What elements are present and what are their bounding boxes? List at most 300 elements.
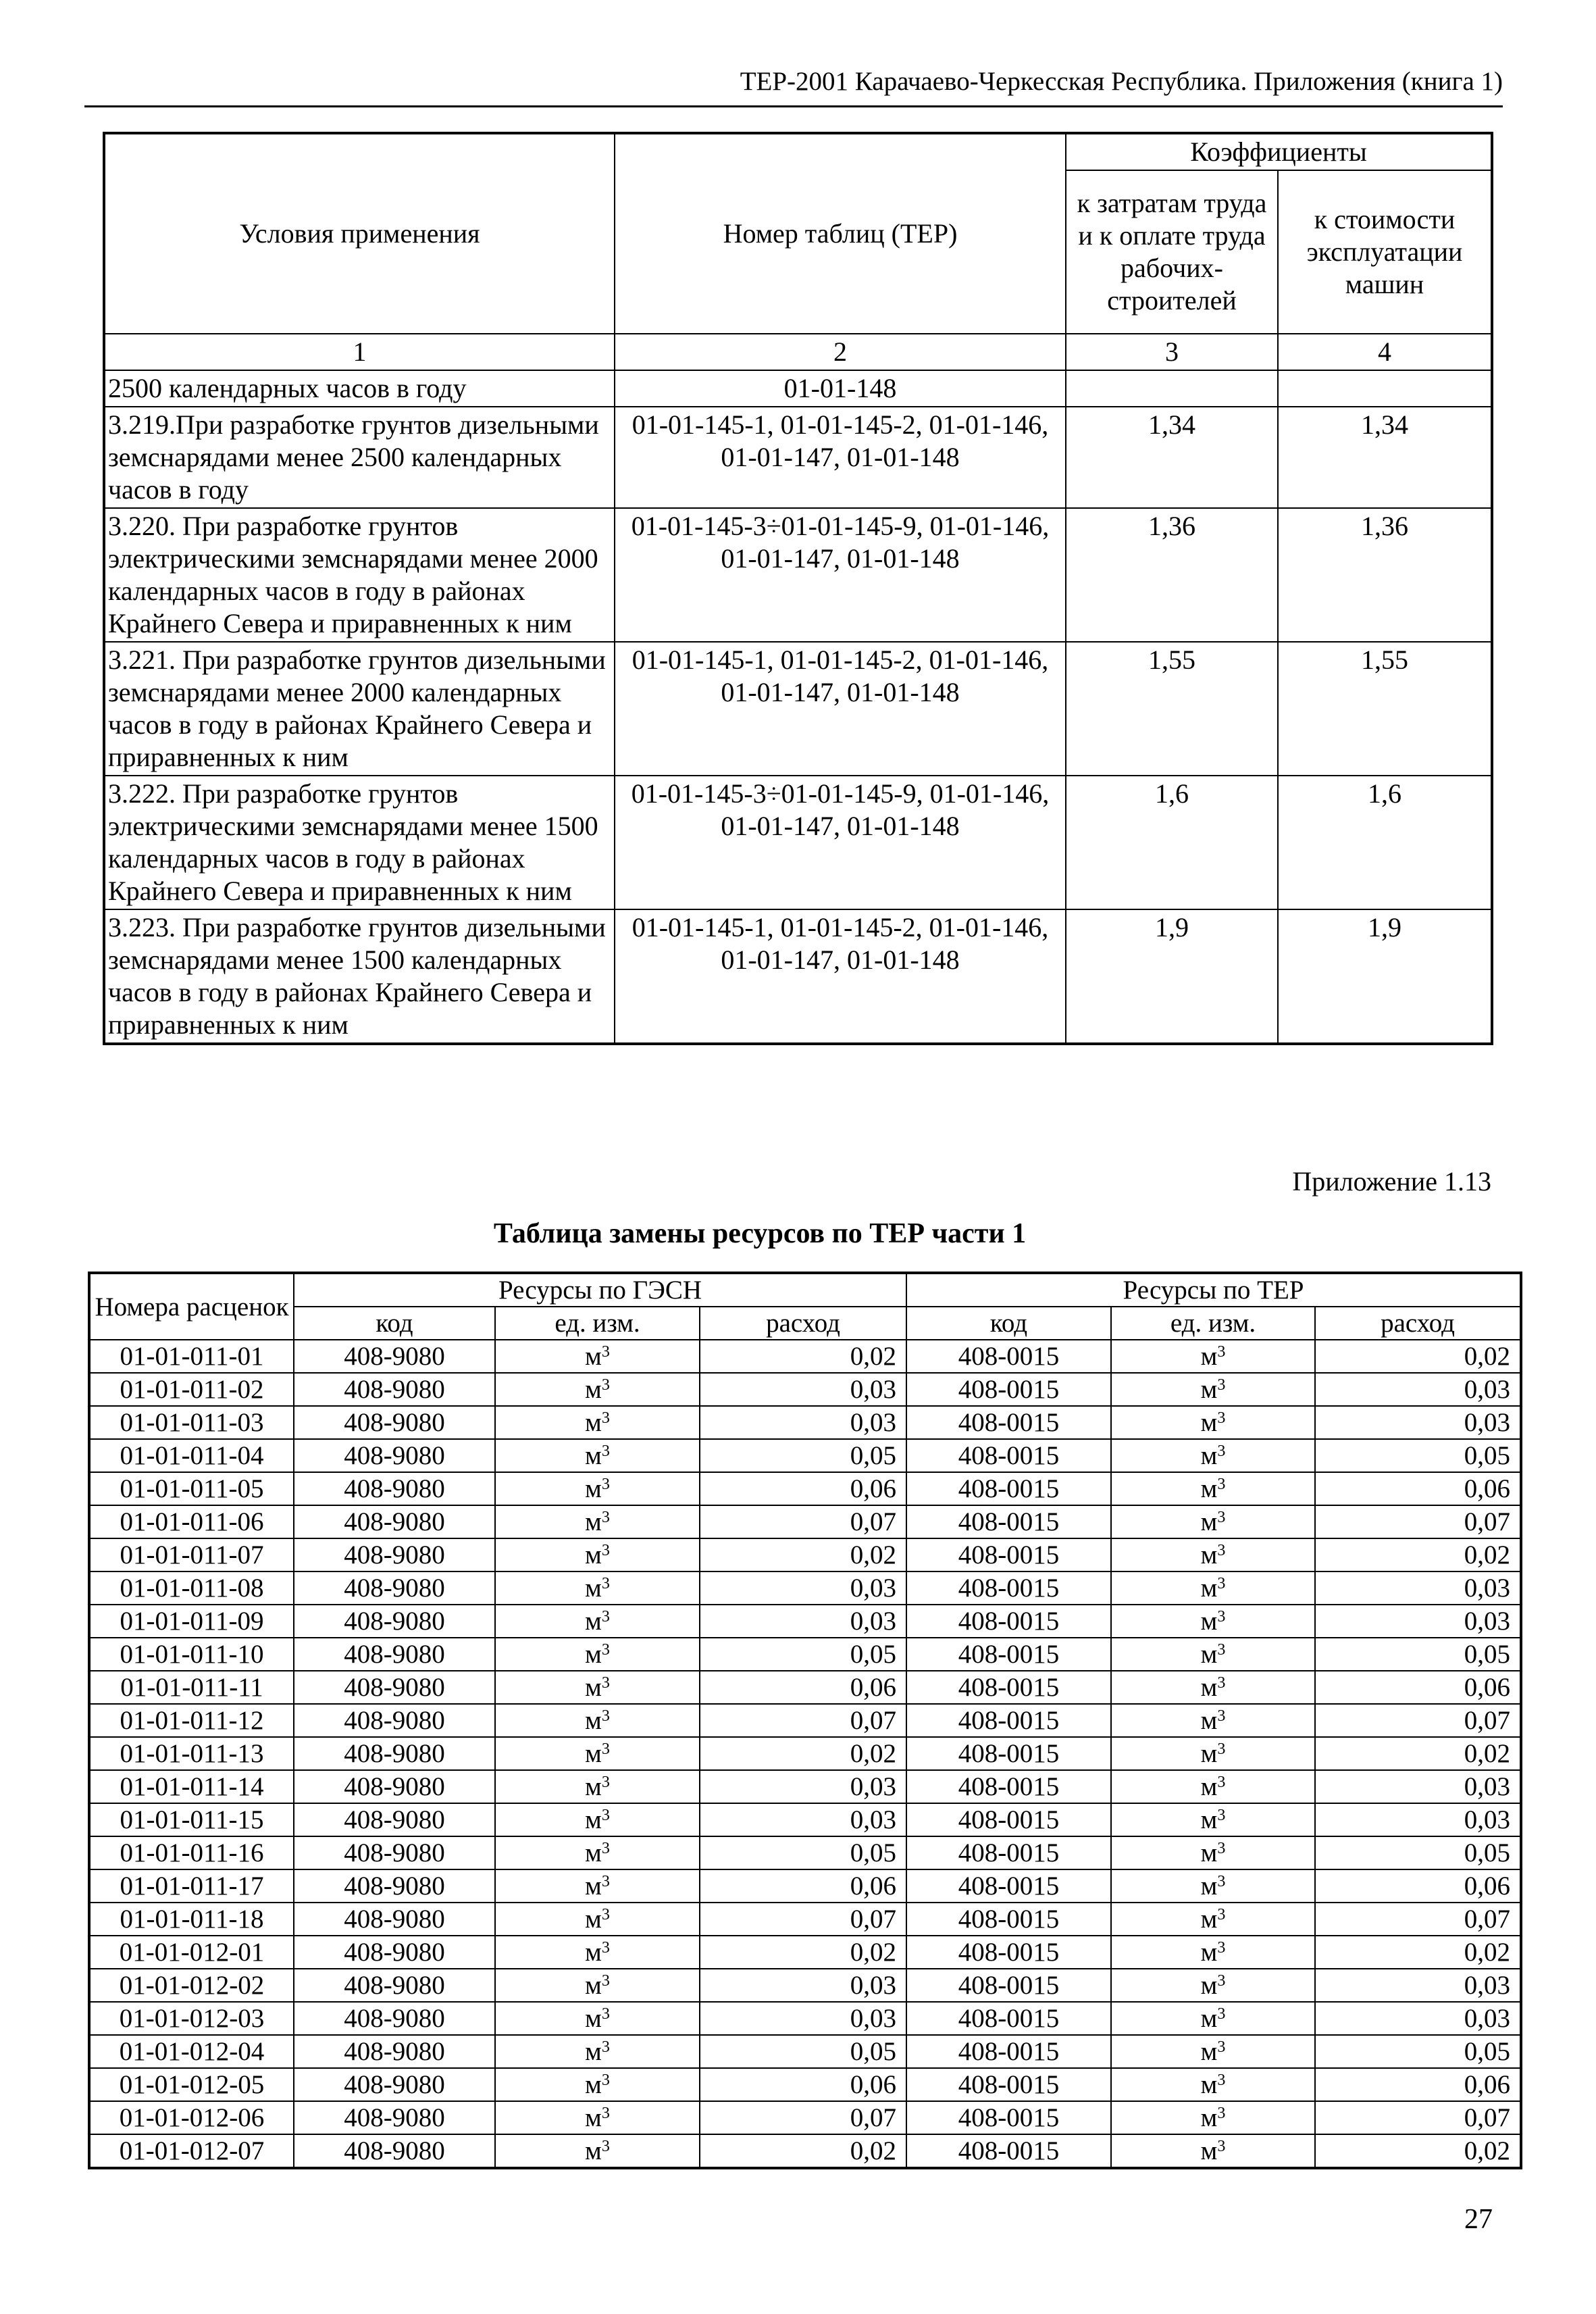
ter-unit-cell bbox=[1111, 1869, 1315, 1903]
col-number-1: 1 bbox=[104, 334, 615, 370]
ter-usage-cell: 0,02 bbox=[1315, 2134, 1521, 2168]
ter-code-cell: 408-0015 bbox=[906, 1737, 1111, 1770]
table2-row bbox=[89, 1538, 1521, 1571]
ter-unit-cell bbox=[1111, 2002, 1315, 2035]
ter-usage-cell: 0,03 bbox=[1315, 1969, 1521, 2002]
rate-number-cell: 01-01-012-02 bbox=[89, 1969, 294, 2002]
gesn-unit-cell bbox=[495, 1671, 700, 1704]
unit-superscript: 3 bbox=[601, 1641, 610, 1659]
ter-usage-cell: 0,06 bbox=[1315, 2068, 1521, 2101]
unit-superscript: 3 bbox=[601, 2138, 610, 2155]
gesn-code-cell: 408-9080 bbox=[294, 1803, 495, 1836]
gesn-usage-cell: 0,05 bbox=[700, 1638, 906, 1671]
col-header-gesn: Ресурсы по ГЭСН bbox=[294, 1273, 906, 1307]
condition-cell: 3.220. При разработке грунтов электрическими земснарядами менее 2000 календарных часов в году в районах Крайнего Севера и приравненных к ним bbox=[104, 508, 615, 642]
gesn-code-cell: 408-9080 bbox=[294, 1406, 495, 1439]
unit-base: м bbox=[1200, 1507, 1218, 1536]
unit-superscript: 3 bbox=[601, 1939, 610, 1957]
gesn-unit-cell bbox=[495, 1638, 700, 1671]
rate-number-cell: 01-01-011-03 bbox=[89, 1406, 294, 1439]
unit-superscript: 3 bbox=[601, 1509, 610, 1526]
unit-base: м bbox=[585, 1805, 602, 1834]
unit-superscript: 3 bbox=[1217, 1575, 1226, 1592]
gesn-unit-cell bbox=[495, 1538, 700, 1571]
ter-unit-cell bbox=[1111, 1638, 1315, 1671]
ter-usage-cell: 0,03 bbox=[1315, 2002, 1521, 2035]
table2-row bbox=[89, 2035, 1521, 2068]
resource-replacement-table bbox=[88, 1272, 1522, 2169]
unit-superscript: 3 bbox=[1217, 1906, 1226, 1923]
unit-superscript: 3 bbox=[1217, 2005, 1226, 2023]
gesn-usage-cell: 0,05 bbox=[700, 1439, 906, 1472]
unit-superscript: 3 bbox=[601, 1972, 610, 1990]
ter-usage-cell: 0,03 bbox=[1315, 1571, 1521, 1605]
page-number: 27 bbox=[1464, 2204, 1493, 2235]
unit-superscript: 3 bbox=[1217, 1807, 1226, 1824]
rate-number-cell: 01-01-012-01 bbox=[89, 1936, 294, 1969]
gesn-unit-cell bbox=[495, 1704, 700, 1737]
machines-coefficient-cell bbox=[1278, 370, 1492, 407]
unit-base: м bbox=[1200, 1574, 1218, 1603]
unit-superscript: 3 bbox=[601, 1376, 610, 1394]
gesn-unit-cell bbox=[495, 1803, 700, 1836]
rate-number-cell: 01-01-011-13 bbox=[89, 1737, 294, 1770]
ter-unit-cell bbox=[1111, 1770, 1315, 1803]
unit-base: м bbox=[1200, 1375, 1218, 1404]
unit-base: м bbox=[1200, 1706, 1218, 1735]
unit-base: м bbox=[585, 2004, 602, 2033]
ter-unit-cell bbox=[1111, 2068, 1315, 2101]
unit-superscript: 3 bbox=[1217, 1674, 1226, 1692]
unit-superscript: 3 bbox=[601, 2105, 610, 2122]
ter-usage-cell: 0,05 bbox=[1315, 1638, 1521, 1671]
unit-superscript: 3 bbox=[1217, 1707, 1226, 1725]
gesn-usage-cell: 0,03 bbox=[700, 1571, 906, 1605]
table2-row bbox=[89, 2134, 1521, 2168]
unit-base: м bbox=[585, 1673, 602, 1702]
unit-base: м bbox=[585, 1441, 602, 1470]
ter-usage-cell: 0,02 bbox=[1315, 1538, 1521, 1571]
tables-cell: 01-01-145-1, 01-01-145-2, 01-01-146, 01-01-147, 01-01-148 bbox=[615, 407, 1066, 508]
rate-number-cell: 01-01-011-06 bbox=[89, 1505, 294, 1538]
appendix-label: Приложение 1.13 bbox=[1292, 1166, 1491, 1197]
gesn-unit-cell bbox=[495, 1869, 700, 1903]
condition-cell: 3.222. При разработке грунтов электрическими земснарядами менее 1500 календарных часов в году в районах Крайнего Севера и приравненных к ним bbox=[104, 776, 615, 909]
ter-unit-cell bbox=[1111, 1439, 1315, 1472]
ter-code-cell: 408-0015 bbox=[906, 2068, 1111, 2101]
gesn-usage-cell: 0,07 bbox=[700, 1704, 906, 1737]
rate-number-cell: 01-01-011-15 bbox=[89, 1803, 294, 1836]
rate-number-cell: 01-01-011-04 bbox=[89, 1439, 294, 1472]
unit-base: м bbox=[1200, 2070, 1218, 2099]
rate-number-cell: 01-01-012-03 bbox=[89, 2002, 294, 2035]
ter-unit-cell bbox=[1111, 1373, 1315, 1406]
ter-code-cell: 408-0015 bbox=[906, 1903, 1111, 1936]
gesn-unit-cell bbox=[495, 1737, 700, 1770]
col-header-ter-code: код bbox=[906, 1307, 1111, 1340]
header-rule bbox=[84, 105, 1503, 107]
table1-body bbox=[104, 370, 1492, 1044]
table1-row bbox=[104, 407, 1492, 508]
table2-row bbox=[89, 1505, 1521, 1538]
unit-superscript: 3 bbox=[601, 1476, 610, 1493]
rate-number-cell: 01-01-012-04 bbox=[89, 2035, 294, 2068]
gesn-code-cell: 408-9080 bbox=[294, 2134, 495, 2168]
ter-usage-cell: 0,06 bbox=[1315, 1671, 1521, 1704]
table2-row bbox=[89, 1472, 1521, 1505]
unit-base: м bbox=[1200, 1971, 1218, 2000]
table2-row bbox=[89, 1406, 1521, 1439]
unit-base: м bbox=[585, 1905, 602, 1934]
unit-base: м bbox=[1200, 1838, 1218, 1867]
ter-unit-cell bbox=[1111, 1903, 1315, 1936]
unit-base: м bbox=[1200, 2037, 1218, 2066]
col-header-coefficients: Коэффициенты bbox=[1066, 133, 1492, 170]
unit-base: м bbox=[1200, 1640, 1218, 1669]
gesn-unit-cell bbox=[495, 1439, 700, 1472]
ter-code-cell: 408-0015 bbox=[906, 2035, 1111, 2068]
machines-coefficient-cell: 1,34 bbox=[1278, 407, 1492, 508]
gesn-usage-cell: 0,02 bbox=[700, 1737, 906, 1770]
gesn-usage-cell: 0,03 bbox=[700, 1803, 906, 1836]
ter-usage-cell: 0,02 bbox=[1315, 1340, 1521, 1373]
unit-superscript: 3 bbox=[601, 1442, 610, 1460]
machines-coefficient-cell: 1,55 bbox=[1278, 642, 1492, 776]
table2-row bbox=[89, 1969, 1521, 2002]
table1-row bbox=[104, 370, 1492, 407]
ter-code-cell: 408-0015 bbox=[906, 1770, 1111, 1803]
gesn-code-cell: 408-9080 bbox=[294, 1836, 495, 1869]
tables-cell: 01-01-148 bbox=[615, 370, 1066, 407]
unit-superscript: 3 bbox=[1217, 1873, 1226, 1890]
rate-number-cell: 01-01-012-07 bbox=[89, 2134, 294, 2168]
unit-base: м bbox=[585, 1938, 602, 1967]
rate-number-cell: 01-01-011-16 bbox=[89, 1836, 294, 1869]
ter-usage-cell: 0,03 bbox=[1315, 1373, 1521, 1406]
gesn-code-cell: 408-9080 bbox=[294, 1969, 495, 2002]
ter-usage-cell: 0,03 bbox=[1315, 1605, 1521, 1638]
ter-code-cell: 408-0015 bbox=[906, 1472, 1111, 1505]
gesn-unit-cell bbox=[495, 2068, 700, 2101]
ter-usage-cell: 0,07 bbox=[1315, 1704, 1521, 1737]
rate-number-cell: 01-01-011-12 bbox=[89, 1704, 294, 1737]
col-header-gesn-code: код bbox=[294, 1307, 495, 1340]
gesn-usage-cell: 0,03 bbox=[700, 1605, 906, 1638]
gesn-unit-cell bbox=[495, 1340, 700, 1373]
unit-superscript: 3 bbox=[601, 2005, 610, 2023]
gesn-code-cell: 408-9080 bbox=[294, 1704, 495, 1737]
gesn-usage-cell: 0,07 bbox=[700, 1903, 906, 1936]
ter-usage-cell: 0,07 bbox=[1315, 2101, 1521, 2134]
ter-code-cell: 408-0015 bbox=[906, 1869, 1111, 1903]
unit-base: м bbox=[585, 1706, 602, 1735]
condition-cell: 3.223. При разработке грунтов дизельными земснарядами менее 1500 календарных часов в году в районах Крайнего Севера и приравненных к ним bbox=[104, 909, 615, 1044]
unit-superscript: 3 bbox=[601, 2038, 610, 2056]
table1-row bbox=[104, 642, 1492, 776]
unit-base: м bbox=[1200, 1540, 1218, 1569]
ter-code-cell: 408-0015 bbox=[906, 2002, 1111, 2035]
unit-base: м bbox=[585, 2103, 602, 2132]
gesn-code-cell: 408-9080 bbox=[294, 2101, 495, 2134]
unit-base: м bbox=[1200, 1739, 1218, 1768]
unit-base: м bbox=[585, 1474, 602, 1503]
unit-base: м bbox=[1200, 1474, 1218, 1503]
table2-row bbox=[89, 1770, 1521, 1803]
unit-superscript: 3 bbox=[601, 2071, 610, 2089]
rate-number-cell: 01-01-011-01 bbox=[89, 1340, 294, 1373]
unit-superscript: 3 bbox=[601, 1409, 610, 1427]
table2-row bbox=[89, 1704, 1521, 1737]
gesn-usage-cell: 0,07 bbox=[700, 2101, 906, 2134]
unit-superscript: 3 bbox=[1217, 1442, 1226, 1460]
unit-superscript: 3 bbox=[1217, 1509, 1226, 1526]
ter-usage-cell: 0,05 bbox=[1315, 2035, 1521, 2068]
gesn-code-cell: 408-9080 bbox=[294, 1605, 495, 1638]
unit-base: м bbox=[585, 2037, 602, 2066]
gesn-code-cell: 408-9080 bbox=[294, 1472, 495, 1505]
ter-usage-cell: 0,02 bbox=[1315, 1936, 1521, 1969]
unit-superscript: 3 bbox=[601, 1542, 610, 1559]
ter-code-cell: 408-0015 bbox=[906, 1803, 1111, 1836]
table1-row bbox=[104, 508, 1492, 642]
unit-superscript: 3 bbox=[601, 1608, 610, 1626]
ter-usage-cell: 0,03 bbox=[1315, 1803, 1521, 1836]
gesn-usage-cell: 0,02 bbox=[700, 2134, 906, 2168]
col-header-labor: к затратам труда и к оплате труда рабочих-строителей bbox=[1066, 170, 1278, 334]
unit-base: м bbox=[585, 1739, 602, 1768]
ter-usage-cell: 0,05 bbox=[1315, 1439, 1521, 1472]
gesn-usage-cell: 0,07 bbox=[700, 1505, 906, 1538]
ter-code-cell: 408-0015 bbox=[906, 1969, 1111, 2002]
col-header-ter-unit: ед. изм. bbox=[1111, 1307, 1315, 1340]
unit-superscript: 3 bbox=[1217, 1542, 1226, 1559]
tables-cell: 01-01-145-1, 01-01-145-2, 01-01-146, 01-01-147, 01-01-148 bbox=[615, 909, 1066, 1044]
gesn-usage-cell: 0,06 bbox=[700, 1869, 906, 1903]
table2-row bbox=[89, 1373, 1521, 1406]
rate-number-cell: 01-01-011-09 bbox=[89, 1605, 294, 1638]
unit-superscript: 3 bbox=[601, 1873, 610, 1890]
unit-superscript: 3 bbox=[1217, 2138, 1226, 2155]
gesn-unit-cell bbox=[495, 1836, 700, 1869]
gesn-code-cell: 408-9080 bbox=[294, 1936, 495, 1969]
unit-superscript: 3 bbox=[1217, 2071, 1226, 2089]
ter-code-cell: 408-0015 bbox=[906, 1671, 1111, 1704]
labor-coefficient-cell: 1,34 bbox=[1066, 407, 1278, 508]
unit-superscript: 3 bbox=[1217, 1641, 1226, 1659]
unit-superscript: 3 bbox=[1217, 1409, 1226, 1427]
gesn-usage-cell: 0,02 bbox=[700, 1538, 906, 1571]
tables-cell: 01-01-145-1, 01-01-145-2, 01-01-146, 01-01-147, 01-01-148 bbox=[615, 642, 1066, 776]
unit-superscript: 3 bbox=[1217, 1608, 1226, 1626]
ter-unit-cell bbox=[1111, 1472, 1315, 1505]
ter-unit-cell bbox=[1111, 2035, 1315, 2068]
ter-unit-cell bbox=[1111, 1605, 1315, 1638]
unit-superscript: 3 bbox=[601, 1707, 610, 1725]
gesn-code-cell: 408-9080 bbox=[294, 1770, 495, 1803]
tables-cell: 01-01-145-3÷01-01-145-9, 01-01-146, 01-01-147, 01-01-148 bbox=[615, 508, 1066, 642]
unit-superscript: 3 bbox=[601, 1840, 610, 1857]
col-header-gesn-usage: расход bbox=[700, 1307, 906, 1340]
unit-base: м bbox=[585, 1507, 602, 1536]
unit-base: м bbox=[1200, 1905, 1218, 1934]
gesn-code-cell: 408-9080 bbox=[294, 2068, 495, 2101]
labor-coefficient-cell bbox=[1066, 370, 1278, 407]
unit-superscript: 3 bbox=[1217, 2105, 1226, 2122]
unit-superscript: 3 bbox=[1217, 1740, 1226, 1758]
rate-number-cell: 01-01-011-08 bbox=[89, 1571, 294, 1605]
gesn-unit-cell bbox=[495, 1505, 700, 1538]
ter-unit-cell bbox=[1111, 1571, 1315, 1605]
col-header-conditions: Условия применения bbox=[104, 133, 615, 334]
gesn-unit-cell bbox=[495, 1969, 700, 2002]
ter-usage-cell: 0,06 bbox=[1315, 1869, 1521, 1903]
gesn-usage-cell: 0,06 bbox=[700, 2068, 906, 2101]
gesn-usage-cell: 0,02 bbox=[700, 1936, 906, 1969]
table2-row bbox=[89, 2068, 1521, 2101]
gesn-code-cell: 408-9080 bbox=[294, 1340, 495, 1373]
ter-unit-cell bbox=[1111, 1505, 1315, 1538]
ter-unit-cell bbox=[1111, 1671, 1315, 1704]
unit-base: м bbox=[585, 2136, 602, 2165]
unit-base: м bbox=[1200, 1673, 1218, 1702]
unit-base: м bbox=[585, 1375, 602, 1404]
ter-code-cell: 408-0015 bbox=[906, 2134, 1111, 2168]
rate-number-cell: 01-01-011-05 bbox=[89, 1472, 294, 1505]
unit-superscript: 3 bbox=[1217, 1376, 1226, 1394]
table1-number-row bbox=[104, 334, 1492, 370]
col-header-ter-usage: расход bbox=[1315, 1307, 1521, 1340]
ter-code-cell: 408-0015 bbox=[906, 1836, 1111, 1869]
labor-coefficient-cell: 1,6 bbox=[1066, 776, 1278, 909]
coefficients-table bbox=[103, 132, 1493, 1045]
unit-base: м bbox=[585, 2070, 602, 2099]
table2-header-row bbox=[89, 1273, 1521, 1307]
table2-row bbox=[89, 1340, 1521, 1373]
gesn-unit-cell bbox=[495, 1903, 700, 1936]
gesn-code-cell: 408-9080 bbox=[294, 1671, 495, 1704]
unit-base: м bbox=[1200, 1607, 1218, 1636]
unit-superscript: 3 bbox=[601, 1807, 610, 1824]
running-header: ТЕР-2001 Карачаево-Черкесская Республика. Приложения (книга 1) bbox=[740, 67, 1503, 96]
unit-superscript: 3 bbox=[601, 1906, 610, 1923]
ter-unit-cell bbox=[1111, 1969, 1315, 2002]
ter-code-cell: 408-0015 bbox=[906, 1638, 1111, 1671]
table2-row bbox=[89, 2002, 1521, 2035]
machines-coefficient-cell: 1,9 bbox=[1278, 909, 1492, 1044]
table2-row bbox=[89, 2101, 1521, 2134]
unit-base: м bbox=[1200, 1772, 1218, 1801]
ter-code-cell: 408-0015 bbox=[906, 1704, 1111, 1737]
unit-superscript: 3 bbox=[1217, 1972, 1226, 1990]
gesn-usage-cell: 0,06 bbox=[700, 1472, 906, 1505]
ter-code-cell: 408-0015 bbox=[906, 2101, 1111, 2134]
table2-row bbox=[89, 1671, 1521, 1704]
ter-code-cell: 408-0015 bbox=[906, 1406, 1111, 1439]
ter-code-cell: 408-0015 bbox=[906, 1340, 1111, 1373]
rate-number-cell: 01-01-012-06 bbox=[89, 2101, 294, 2134]
unit-base: м bbox=[1200, 1408, 1218, 1437]
ter-unit-cell bbox=[1111, 1538, 1315, 1571]
unit-base: м bbox=[585, 1574, 602, 1603]
ter-unit-cell bbox=[1111, 1803, 1315, 1836]
gesn-usage-cell: 0,06 bbox=[700, 1671, 906, 1704]
unit-base: м bbox=[1200, 1441, 1218, 1470]
machines-coefficient-cell: 1,36 bbox=[1278, 508, 1492, 642]
unit-base: м bbox=[1200, 1871, 1218, 1901]
unit-base: м bbox=[585, 1408, 602, 1437]
unit-superscript: 3 bbox=[1217, 1939, 1226, 1957]
ter-usage-cell: 0,06 bbox=[1315, 1472, 1521, 1505]
unit-base: м bbox=[585, 1772, 602, 1801]
table2-subheader-row bbox=[89, 1307, 1521, 1340]
ter-usage-cell: 0,07 bbox=[1315, 1903, 1521, 1936]
unit-superscript: 3 bbox=[1217, 1774, 1226, 1791]
gesn-unit-cell bbox=[495, 2134, 700, 2168]
labor-coefficient-cell: 1,55 bbox=[1066, 642, 1278, 776]
unit-superscript: 3 bbox=[1217, 2038, 1226, 2056]
gesn-code-cell: 408-9080 bbox=[294, 1737, 495, 1770]
table2-row bbox=[89, 1803, 1521, 1836]
gesn-usage-cell: 0,03 bbox=[700, 1770, 906, 1803]
col-number-3: 3 bbox=[1066, 334, 1278, 370]
table2-row bbox=[89, 1638, 1521, 1671]
gesn-usage-cell: 0,03 bbox=[700, 1969, 906, 2002]
gesn-usage-cell: 0,03 bbox=[700, 1406, 906, 1439]
gesn-unit-cell bbox=[495, 2101, 700, 2134]
unit-base: м bbox=[1200, 1938, 1218, 1967]
ter-unit-cell bbox=[1111, 1406, 1315, 1439]
ter-unit-cell bbox=[1111, 1340, 1315, 1373]
machines-coefficient-cell: 1,6 bbox=[1278, 776, 1492, 909]
gesn-unit-cell bbox=[495, 1605, 700, 1638]
table1-header-row bbox=[104, 133, 1492, 170]
unit-superscript: 3 bbox=[601, 1575, 610, 1592]
unit-superscript: 3 bbox=[1217, 1476, 1226, 1493]
ter-usage-cell: 0,03 bbox=[1315, 1770, 1521, 1803]
col-header-gesn-unit: ед. изм. bbox=[495, 1307, 700, 1340]
gesn-usage-cell: 0,05 bbox=[700, 1836, 906, 1869]
col-header-ter: Ресурсы по ТЕР bbox=[906, 1273, 1521, 1307]
ter-code-cell: 408-0015 bbox=[906, 1538, 1111, 1571]
unit-superscript: 3 bbox=[601, 1674, 610, 1692]
unit-base: м bbox=[585, 1342, 602, 1371]
col-header-machines: к стоимости эксплуатации машин bbox=[1278, 170, 1492, 334]
gesn-unit-cell bbox=[495, 2002, 700, 2035]
unit-base: м bbox=[1200, 2103, 1218, 2132]
ter-usage-cell: 0,05 bbox=[1315, 1836, 1521, 1869]
gesn-code-cell: 408-9080 bbox=[294, 1903, 495, 1936]
gesn-code-cell: 408-9080 bbox=[294, 1439, 495, 1472]
ter-code-cell: 408-0015 bbox=[906, 1505, 1111, 1538]
table2-row bbox=[89, 1439, 1521, 1472]
gesn-usage-cell: 0,03 bbox=[700, 2002, 906, 2035]
unit-base: м bbox=[1200, 1805, 1218, 1834]
table2-row bbox=[89, 1869, 1521, 1903]
rate-number-cell: 01-01-011-11 bbox=[89, 1671, 294, 1704]
ter-unit-cell bbox=[1111, 1704, 1315, 1737]
ter-unit-cell bbox=[1111, 1936, 1315, 1969]
gesn-code-cell: 408-9080 bbox=[294, 1373, 495, 1406]
gesn-unit-cell bbox=[495, 1472, 700, 1505]
gesn-usage-cell: 0,03 bbox=[700, 1373, 906, 1406]
unit-superscript: 3 bbox=[601, 1740, 610, 1758]
rate-number-cell: 01-01-011-14 bbox=[89, 1770, 294, 1803]
table2-row bbox=[89, 1605, 1521, 1638]
gesn-unit-cell bbox=[495, 1770, 700, 1803]
unit-base: м bbox=[1200, 2136, 1218, 2165]
ter-code-cell: 408-0015 bbox=[906, 1936, 1111, 1969]
col-number-4: 4 bbox=[1278, 334, 1492, 370]
